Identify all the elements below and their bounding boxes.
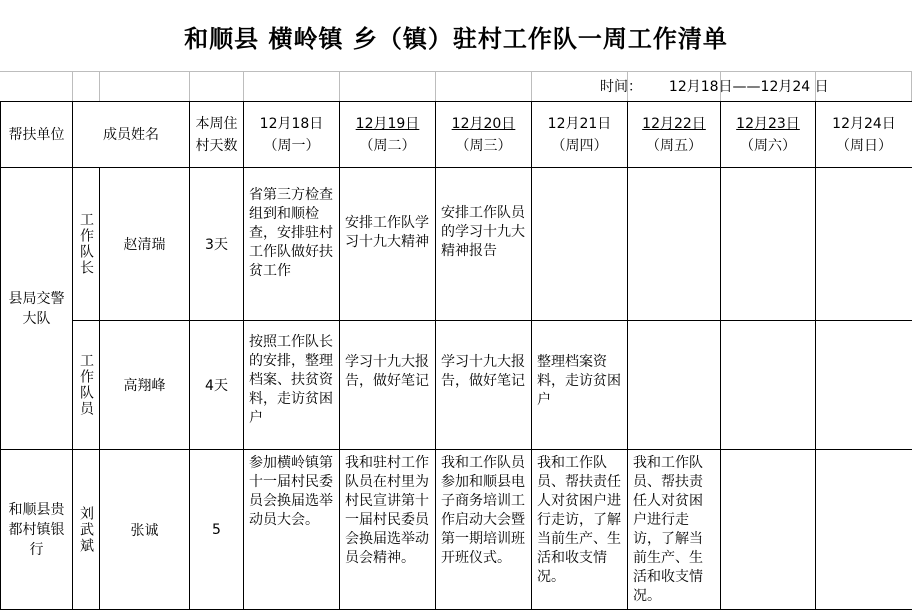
day-header-sun — [816, 102, 912, 168]
sheet-title: 和顺县 横岭镇 乡（镇）驻村工作队一周工作清单 — [0, 0, 912, 72]
work-cell-sat — [721, 450, 816, 610]
day-weekday: （周二） — [340, 135, 435, 157]
work-cell-tue: 我和驻村工作队员在村里为村民宣讲第十一届村民委员会换届选举动员会精神。 — [340, 450, 436, 610]
day-header-wed — [436, 102, 532, 168]
day-weekday: （周三） — [436, 135, 531, 157]
gridline — [99, 72, 100, 102]
table-row — [1, 321, 912, 450]
day-header-tue — [340, 102, 436, 168]
day-header-thu — [532, 102, 628, 168]
work-cell-mon: 按照工作队长的安排，整理档案、扶贫资料，走访贫困户 — [244, 321, 340, 450]
day-date: 12月24日 — [816, 113, 912, 135]
days-cell: 3天 — [190, 168, 244, 321]
work-cell-sun — [816, 321, 912, 450]
work-table — [0, 101, 912, 610]
day-header-mon — [244, 102, 340, 168]
gridline — [435, 72, 436, 102]
role-cell: 刘武斌 — [73, 450, 100, 610]
member-name-cell: 张诚 — [100, 450, 190, 610]
work-cell-fri: 我和工作队员、帮扶责任人对贫困户进行走访，了解当前生产、生活和收支情况。 — [628, 450, 721, 610]
work-cell-sun — [816, 168, 912, 321]
unit-header: 帮扶单位 — [1, 102, 73, 168]
day-weekday: （周日） — [816, 135, 912, 157]
day-date: 12月23日 — [721, 113, 815, 135]
day-date: 12月18日 — [244, 113, 339, 135]
work-cell-sat — [721, 168, 816, 321]
day-weekday: （周六） — [721, 135, 815, 157]
work-cell-fri — [628, 168, 721, 321]
gridline — [243, 72, 244, 102]
period-label: 时间： — [600, 79, 642, 95]
gridline — [339, 72, 340, 102]
days-cell: 5 — [190, 450, 244, 610]
member-name-header: 成员姓名 — [73, 102, 190, 168]
day-date: 12月22日 — [628, 113, 720, 135]
day-date: 12月19日 — [340, 113, 435, 135]
day-weekday: （周五） — [628, 135, 720, 157]
period-line — [600, 76, 829, 96]
work-cell-tue: 安排工作队学习十九大精神 — [340, 168, 436, 321]
work-cell-wed: 学习十九大报告，做好笔记 — [436, 321, 532, 450]
work-cell-mon: 省第三方检查组到和顺检查，安排驻村工作队做好扶贫工作 — [244, 168, 340, 321]
work-cell-wed: 安排工作队员的学习十九大精神报告 — [436, 168, 532, 321]
role-cell: 工作队长 — [73, 168, 100, 321]
member-name-cell: 高翔峰 — [100, 321, 190, 450]
unit-name: 和顺县贵都村镇银行 — [4, 500, 70, 560]
work-cell-mon: 参加横岭镇第十一届村民委员会换届选举动员大会。 — [244, 450, 340, 610]
day-weekday: （周一） — [244, 135, 339, 157]
days-cell: 4天 — [190, 321, 244, 450]
title-divider — [0, 71, 912, 72]
role-cell: 工作队员 — [73, 321, 100, 450]
work-cell-sat — [721, 321, 816, 450]
day-header-fri — [628, 102, 721, 168]
unit-cell — [1, 450, 73, 610]
work-cell-sun — [816, 450, 912, 610]
gridline — [72, 72, 73, 102]
day-date: 12月20日 — [436, 113, 531, 135]
work-cell-wed: 我和工作队员参加和顺县电子商务培训工作启动大会暨第一期培训班开班仪式。 — [436, 450, 532, 610]
work-cell-thu: 我和工作队员、帮扶责任人对贫困户进行走访，了解当前生产、生活和收支情况。 — [532, 450, 628, 610]
unit-name: 县局交警大队 — [7, 289, 67, 329]
work-cell-fri — [628, 321, 721, 450]
period-range: 12月18日——12月24 日 — [669, 79, 829, 95]
unit-cell — [1, 168, 73, 450]
member-name-cell: 赵清瑞 — [100, 168, 190, 321]
gridline — [189, 72, 190, 102]
day-header-sat — [721, 102, 816, 168]
table-row — [1, 450, 912, 610]
day-weekday: （周四） — [532, 135, 627, 157]
table-row — [1, 168, 912, 321]
work-cell-thu: 整理档案资料，走访贫困户 — [532, 321, 628, 450]
day-date: 12月21日 — [532, 113, 627, 135]
header-row — [1, 102, 912, 168]
days-header-line: 村天数 — [190, 135, 243, 157]
days-header-line: 本周住 — [190, 113, 243, 135]
days-header — [190, 102, 244, 168]
work-cell-tue: 学习十九大报告，做好笔记 — [340, 321, 436, 450]
work-cell-thu — [532, 168, 628, 321]
gridline — [531, 72, 532, 102]
